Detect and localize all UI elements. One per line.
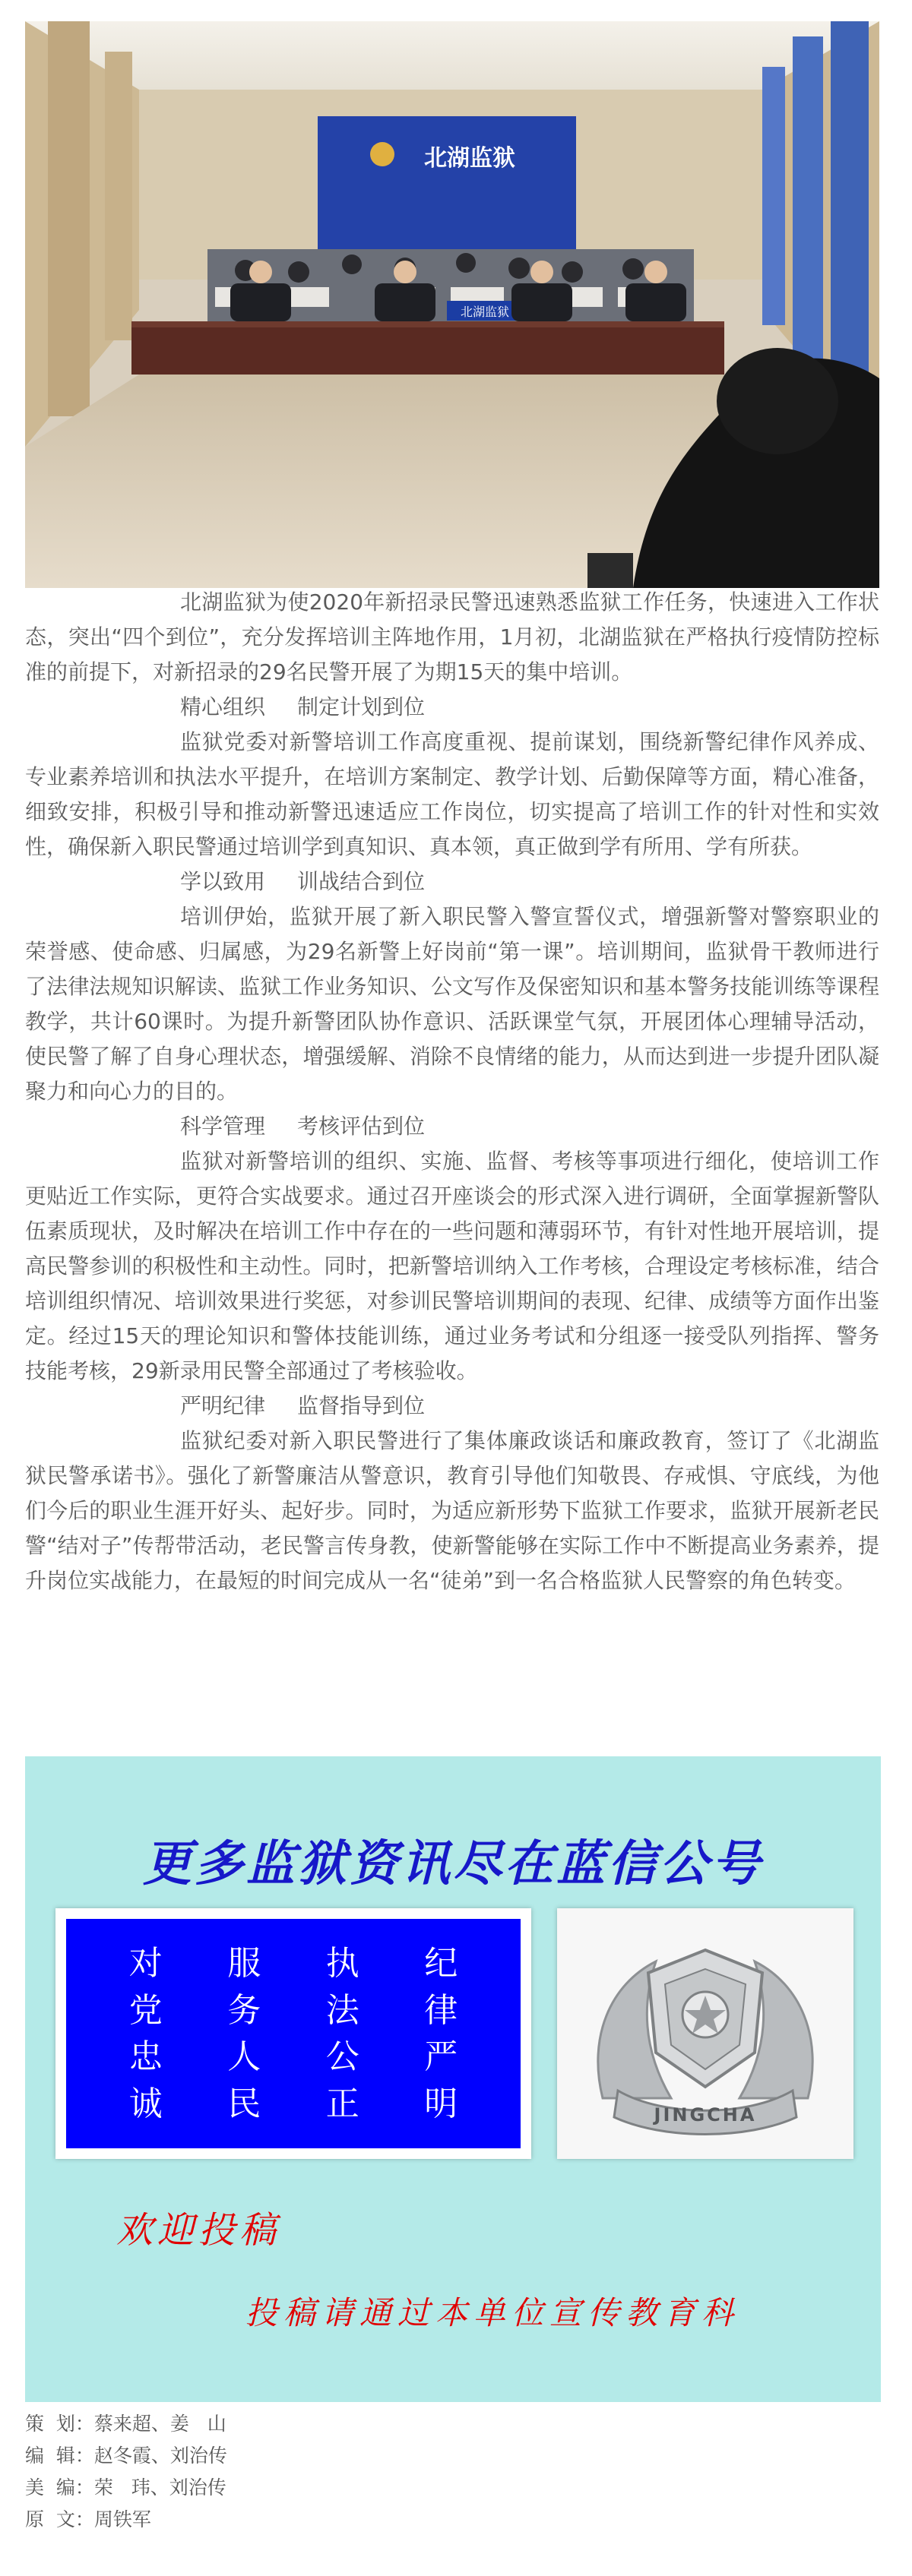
motto-char: 严 [424, 2037, 458, 2076]
motto-char: 执 [325, 1944, 359, 1983]
section-heading-2 [25, 864, 879, 899]
credits [25, 2408, 227, 2536]
motto-char: 对 [128, 1944, 163, 1983]
motto-char: 律 [424, 1990, 458, 2030]
section-heading-2-a: 学以致用 [180, 869, 266, 894]
credit-original: 原 文：周铁军 [25, 2508, 151, 2530]
motto-char: 务 [227, 1990, 261, 2030]
motto-char: 诚 [128, 2084, 163, 2123]
motto-panel [55, 1908, 531, 2159]
article-intro: 北湖监狱为使2020年新招录民警迅速熟悉监狱工作任务，快速进入工作状态，突出“四个到位”，充分发挥培训主阵地作用，1月初，北湖监狱在严格执行疫情防控标准的前提下，对新招录的29名民警开展了为期15天的集中培训。 [25, 589, 879, 684]
section-heading-4-a: 严明纪律 [180, 1393, 266, 1418]
police-badge-panel [557, 1908, 853, 2159]
motto-char: 人 [227, 2037, 261, 2076]
section-body-1: 监狱党委对新警培训工作高度重视、提前谋划，围绕新警纪律作风养成、专业素养培训和执法水平提升，在培训方案制定、教学计划、后勤保障等方面，精心准备，细致安排，积极引导和推动新警迅速适应工作岗位，切实提高了培训工作的针对性和实效性，确保新入职民警通过培训学到真知识、真本领，真正做到学有所用、学有所获。 [25, 729, 879, 859]
section-heading-1-a: 精心组织 [180, 694, 266, 719]
motto-char: 服 [227, 1944, 261, 1983]
section-body-3: 监狱对新警培训的组织、实施、监督、考核等事项进行细化，使培训工作更贴近工作实际，更符合实战要求。通过召开座谈会的形式深入进行调研，全面掌握新警队伍素质现状，及时解决在培训工作中存在的一些问题和薄弱环节，有针对性地开展培训，提高民警参训的积极性和主动性。同时，把新警培训纳入工作考核，合理设定考核标准，结合培训组织情况、培训效果进行奖惩，对参训民警培训期间的表现、纪律、成绩等方面作出鉴定。经过15天的理论知识和警体技能训练，通过业务考试和分组逐一接受队列指挥、警务技能考核，29新录用民警全部通过了考核验收。 [25, 1149, 879, 1383]
section-heading-4 [25, 1389, 879, 1424]
section-heading-1-b: 制定计划到位 [297, 694, 426, 719]
motto-char: 忠 [128, 2037, 163, 2076]
wall-sign: 北湖监狱 [424, 145, 515, 172]
promo-banner [25, 1756, 881, 2402]
article-photo [25, 21, 879, 588]
motto-char: 明 [424, 2084, 458, 2123]
credit-designer: 美 编：荣 玮、刘治传 [25, 2476, 226, 2499]
badge-ribbon-text: JINGCHA [654, 2104, 757, 2126]
police-emblem-icon [370, 142, 394, 166]
table-sign: 北湖监狱 [460, 305, 510, 319]
submission-note: 投稿请通过本单位宣传教育科 [245, 2294, 740, 2331]
police-badge-icon [557, 1908, 853, 2159]
section-heading-2-b: 训战结合到位 [297, 869, 426, 894]
banner-title: 更多监狱资讯尽在蓝信公号 [143, 1835, 763, 1892]
motto-char: 党 [128, 1990, 163, 2030]
article-body [25, 585, 879, 1598]
motto-char: 纪 [424, 1944, 458, 1983]
section-heading-1 [25, 690, 879, 725]
motto-char: 民 [227, 2084, 261, 2123]
section-heading-3-a: 科学管理 [180, 1114, 266, 1139]
motto-char: 公 [325, 2037, 359, 2076]
section-body-4: 监狱纪委对新入职民警进行了集体廉政谈话和廉政教育，签订了《北湖监狱民警承诺书》。强化了新警廉洁从警意识，教育引导他们知敬畏、存戒惧、守底线，为他们今后的职业生涯开好头、起好步。同时，为适应新形势下监狱工作要求，监狱开展新老民警“结对子”传帮带活动，老民警言传身教，使新警能够在实际工作中不断提高业务素养，提升岗位实战能力，在最短的时间完成从一名“徒弟”到一名合格监狱人民警察的角色转变。 [25, 1428, 879, 1593]
credit-editor: 编 辑：赵冬霞、刘治传 [25, 2445, 227, 2467]
credit-planning: 策 划：蔡来超、姜 山 [25, 2413, 226, 2435]
motto-char: 正 [325, 2084, 359, 2123]
motto-grid [66, 1919, 521, 2148]
section-body-2: 培训伊始，监狱开展了新入职民警入警宣誓仪式，增强新警对警察职业的荣誉感、使命感、归属感，为29名新警上好岗前“第一课”。培训期间，监狱骨干教师进行了法律法规知识解读、监狱工作业务知识、公文写作及保密知识和基本警务技能训练等课程教学，共计60课时。为提升新警团队协作意识、活跃课堂气氛，开展团体心理辅导活动，使民警了解了自身心理状态，增强缓解、消除不良情绪的能力，从而达到进一步提升团队凝聚力和向心力的目的。 [25, 904, 879, 1104]
meeting-room-photo [25, 21, 879, 588]
section-heading-3-b: 考核评估到位 [297, 1114, 426, 1139]
section-heading-4-b: 监督指导到位 [297, 1393, 426, 1418]
motto-char: 法 [325, 1990, 359, 2030]
section-heading-3 [25, 1109, 879, 1144]
welcome-text: 欢迎投稿 [116, 2209, 281, 2252]
